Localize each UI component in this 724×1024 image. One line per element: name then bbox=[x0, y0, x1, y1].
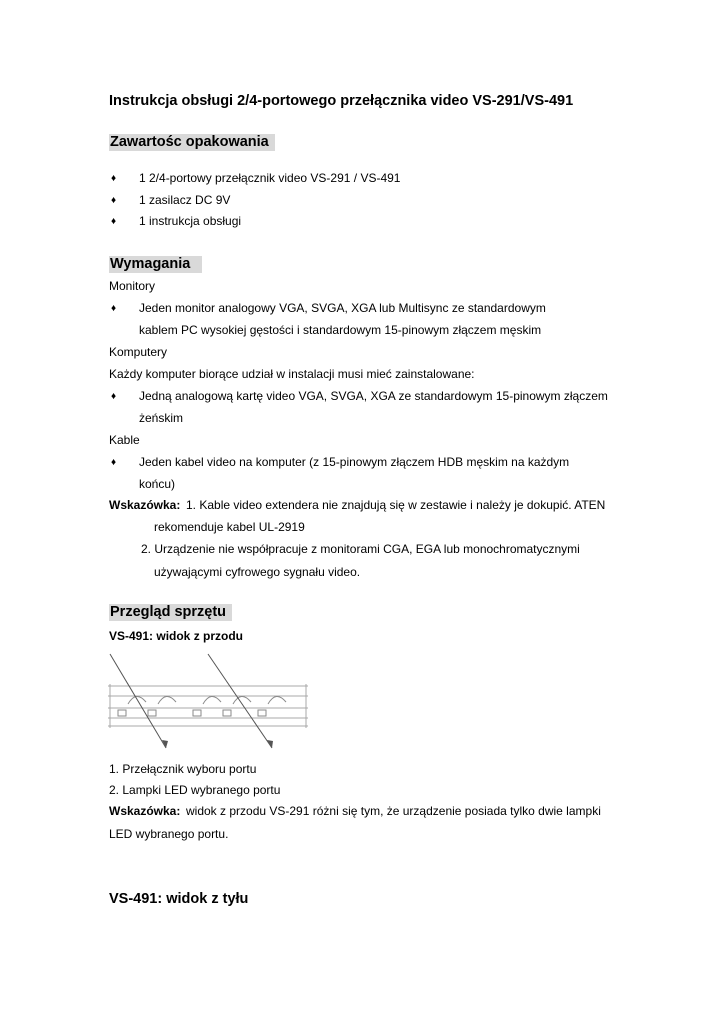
front-panel-image bbox=[108, 652, 310, 754]
subheading-monitors: Monitory bbox=[109, 279, 156, 293]
list-item-continuation: końcu) bbox=[139, 477, 176, 491]
list-item: Jeden kabel video na komputer (z 15-pinowym złączem HDB męskim na każdym bbox=[139, 455, 570, 469]
subheading-cables: Kable bbox=[109, 433, 140, 447]
list-item-continuation: żeńskim bbox=[139, 411, 184, 425]
list-item-continuation: kablem PC wysokiej gęstości i standardowym 15-pinowym złączem męskim bbox=[139, 323, 542, 337]
tip-label: Wskazówka: bbox=[109, 498, 181, 512]
tip-text: używającymi cyfrowego sygnału video. bbox=[154, 565, 361, 579]
tip-text: LED wybranego portu. bbox=[109, 827, 229, 841]
callout-item: 2. Lampki LED wybranego portu bbox=[109, 783, 281, 797]
list-item: 1 zasilacz DC 9V bbox=[139, 193, 231, 207]
rear-view-heading: VS-491: widok z tyłu bbox=[109, 891, 249, 907]
list-item: 1 2/4-portowy przełącznik video VS-291 / VS-491 bbox=[139, 171, 401, 185]
bullet-icon: ♦ bbox=[111, 391, 117, 402]
bullet-icon: ♦ bbox=[111, 303, 117, 314]
tip-text: widok z przodu VS-291 różni się tym, że urządzenie posiada tylko dwie lampki bbox=[186, 804, 601, 818]
tip-text: rekomenduje kabel UL-2919 bbox=[154, 520, 305, 534]
list-item: 1 instrukcja obsługi bbox=[139, 214, 242, 228]
bullet-icon: ♦ bbox=[111, 173, 117, 184]
callout-item: 1. Przełącznik wyboru portu bbox=[109, 762, 257, 776]
section-heading-package: Zawartośc opakowania bbox=[109, 134, 275, 151]
bullet-icon: ♦ bbox=[111, 216, 117, 227]
list-item: Jedną analogową kartę video VGA, SVGA, XGA ze standardowym 15-pinowym złączem bbox=[139, 389, 608, 403]
front-view-label: VS-491: widok z przodu bbox=[109, 629, 244, 643]
list-item: Jeden monitor analogowy VGA, SVGA, XGA lub Multisync ze standardowym bbox=[139, 301, 546, 315]
tip-label: Wskazówka: bbox=[109, 804, 181, 818]
section-heading-requirements: Wymagania bbox=[109, 256, 202, 273]
document-title: Instrukcja obsługi 2/4-portowego przełącznika video VS-291/VS-491 bbox=[109, 93, 574, 109]
tip-text: 1. Kable video extendera nie znajdują się w zestawie i należy je dokupić. ATEN bbox=[186, 498, 606, 512]
bullet-icon: ♦ bbox=[111, 457, 117, 468]
paragraph: Każdy komputer biorące udział w instalacji musi mieć zainstalowane: bbox=[109, 367, 475, 381]
subheading-computers: Komputery bbox=[109, 345, 168, 359]
section-heading-hardware: Przegląd sprzętu bbox=[109, 604, 232, 621]
tip-text: 2. Urządzenie nie współpracuje z monitorami CGA, EGA lub monochromatycznymi bbox=[141, 542, 580, 556]
bullet-icon: ♦ bbox=[111, 195, 117, 206]
